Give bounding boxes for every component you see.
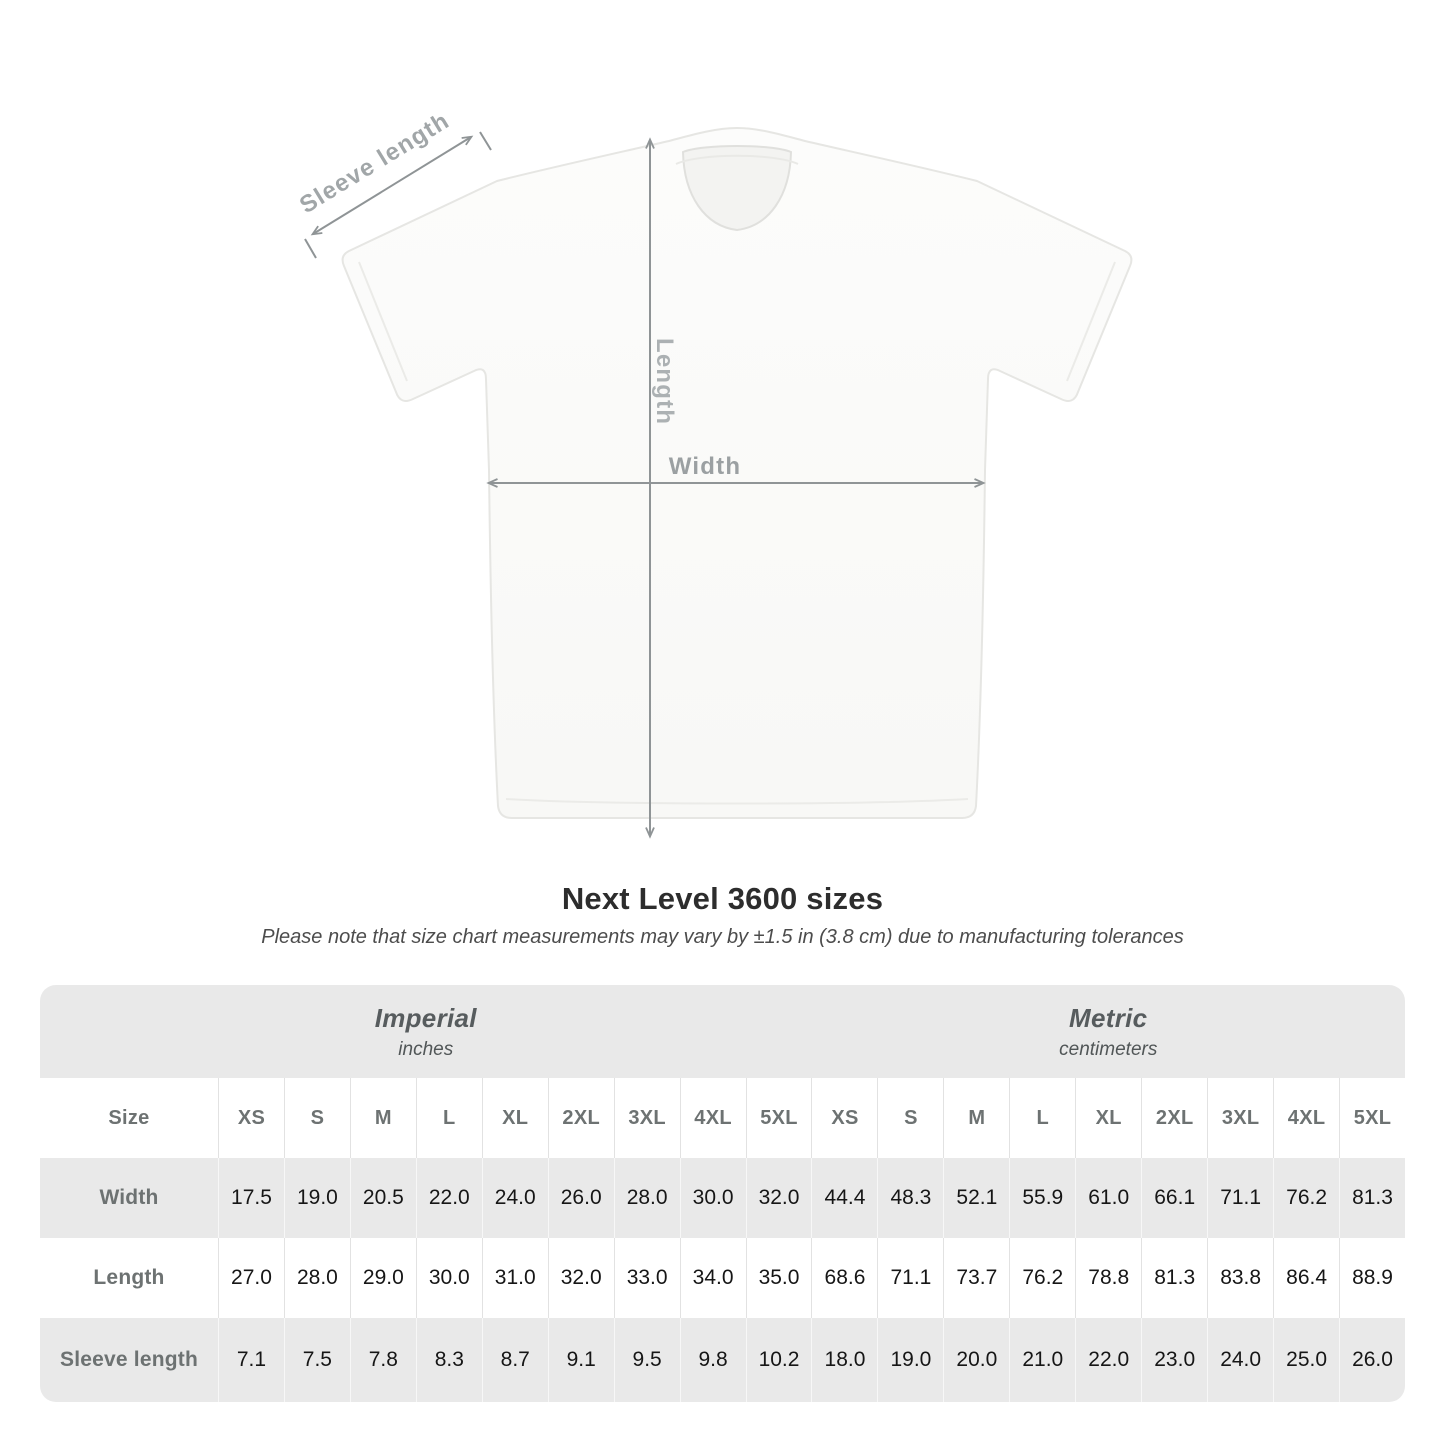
value-cell: 44.4 xyxy=(811,1158,877,1238)
value-cell: 23.0 xyxy=(1141,1318,1207,1402)
value-cell: 28.0 xyxy=(284,1238,350,1318)
value-cell: 33.0 xyxy=(614,1238,680,1318)
value-cell: 81.3 xyxy=(1141,1238,1207,1318)
value-cell: 7.5 xyxy=(284,1318,350,1402)
value-cell: 27.0 xyxy=(218,1238,284,1318)
value-cell: 71.1 xyxy=(1207,1158,1273,1238)
value-cell: 76.2 xyxy=(1273,1158,1339,1238)
value-cell: 81.3 xyxy=(1339,1158,1405,1238)
value-cell: 86.4 xyxy=(1273,1238,1339,1318)
imperial-label: Imperial xyxy=(374,1002,477,1033)
value-cell: 88.9 xyxy=(1339,1238,1405,1318)
metric-unit-label: centimeters xyxy=(1059,1038,1158,1060)
tolerance-note: Please note that size chart measurements may vary by ±1.5 in (3.8 cm) due to manufacturing tolerances xyxy=(261,926,1184,948)
value-cell: 19.0 xyxy=(284,1158,350,1238)
sleeve-tick-top xyxy=(480,132,491,150)
value-cell: 28.0 xyxy=(614,1158,680,1238)
value-cell: 35.0 xyxy=(746,1238,812,1318)
value-cell: 30.0 xyxy=(680,1158,746,1238)
table-group-header-row xyxy=(40,985,1405,1078)
size-header-cell: S xyxy=(284,1078,350,1158)
length-label: Length xyxy=(651,338,678,426)
value-cell: 31.0 xyxy=(482,1238,548,1318)
width-label: Width xyxy=(668,453,742,480)
size-header-cell: L xyxy=(1009,1078,1075,1158)
value-cell: 9.5 xyxy=(614,1318,680,1402)
value-cell: 24.0 xyxy=(482,1158,548,1238)
size-header-cell: XS xyxy=(811,1078,877,1158)
value-cell: 10.2 xyxy=(746,1318,812,1402)
size-header-cell: 4XL xyxy=(680,1078,746,1158)
value-cell: 19.0 xyxy=(877,1318,943,1402)
value-cell: 68.6 xyxy=(811,1238,877,1318)
row-label: Width xyxy=(40,1158,218,1238)
value-cell: 9.8 xyxy=(680,1318,746,1402)
value-cell: 26.0 xyxy=(548,1158,614,1238)
value-cell: 9.1 xyxy=(548,1318,614,1402)
value-cell: 7.8 xyxy=(350,1318,416,1402)
size-header-cell: 5XL xyxy=(746,1078,812,1158)
value-cell: 76.2 xyxy=(1009,1238,1075,1318)
value-cell: 32.0 xyxy=(746,1158,812,1238)
page-title: Next Level 3600 sizes xyxy=(561,881,884,916)
value-cell: 55.9 xyxy=(1009,1158,1075,1238)
value-cell: 20.5 xyxy=(350,1158,416,1238)
size-header-cell: XS xyxy=(218,1078,284,1158)
size-header-cell: XL xyxy=(482,1078,548,1158)
size-header-cell: M xyxy=(943,1078,1009,1158)
value-cell: 7.1 xyxy=(218,1318,284,1402)
value-cell: 30.0 xyxy=(416,1238,482,1318)
size-header-cell: M xyxy=(350,1078,416,1158)
size-header-cell: L xyxy=(416,1078,482,1158)
value-cell: 22.0 xyxy=(416,1158,482,1238)
value-cell: 71.1 xyxy=(877,1238,943,1318)
value-cell: 32.0 xyxy=(548,1238,614,1318)
value-cell: 22.0 xyxy=(1075,1318,1141,1402)
size-header-cell: 2XL xyxy=(1141,1078,1207,1158)
value-cell: 17.5 xyxy=(218,1158,284,1238)
row-label: Length xyxy=(93,1266,165,1289)
value-cell: 78.8 xyxy=(1075,1238,1141,1318)
size-column-header: Size xyxy=(108,1106,150,1129)
value-cell: 20.0 xyxy=(943,1318,1009,1402)
value-cell: 18.0 xyxy=(811,1318,877,1402)
imperial-group-header xyxy=(40,985,812,1078)
value-cell: 24.0 xyxy=(1207,1318,1273,1402)
sleeve-length-label: Sleeve length xyxy=(295,107,455,220)
size-header-cell: 4XL xyxy=(1273,1078,1339,1158)
metric-group-header xyxy=(812,985,1406,1078)
value-cell: 66.1 xyxy=(1141,1158,1207,1238)
value-cell: 52.1 xyxy=(943,1158,1009,1238)
size-header-cell: S xyxy=(877,1078,943,1158)
value-cell: 48.3 xyxy=(877,1158,943,1238)
size-header-cell: XL xyxy=(1075,1078,1141,1158)
value-cell: 26.0 xyxy=(1339,1318,1405,1402)
size-chart-table xyxy=(40,985,1405,1402)
value-cell: 25.0 xyxy=(1273,1318,1339,1402)
value-cell: 34.0 xyxy=(680,1238,746,1318)
value-cell: 61.0 xyxy=(1075,1158,1141,1238)
size-header-cell: 3XL xyxy=(614,1078,680,1158)
row-label: Sleeve length xyxy=(40,1318,218,1402)
value-cell: 8.3 xyxy=(416,1318,482,1402)
sleeve-tick-bottom xyxy=(305,239,316,258)
size-header-cell: 2XL xyxy=(548,1078,614,1158)
table-grid xyxy=(40,1078,1405,1402)
size-header-cell: 5XL xyxy=(1339,1078,1405,1158)
value-cell: 8.7 xyxy=(482,1318,548,1402)
value-cell: 83.8 xyxy=(1207,1238,1273,1318)
value-cell: 29.0 xyxy=(350,1238,416,1318)
size-header-cell: 3XL xyxy=(1207,1078,1273,1158)
imperial-unit-label: inches xyxy=(398,1038,454,1060)
value-cell: 73.7 xyxy=(943,1238,1009,1318)
value-cell: 21.0 xyxy=(1009,1318,1075,1402)
metric-label: Metric xyxy=(1069,1002,1148,1033)
